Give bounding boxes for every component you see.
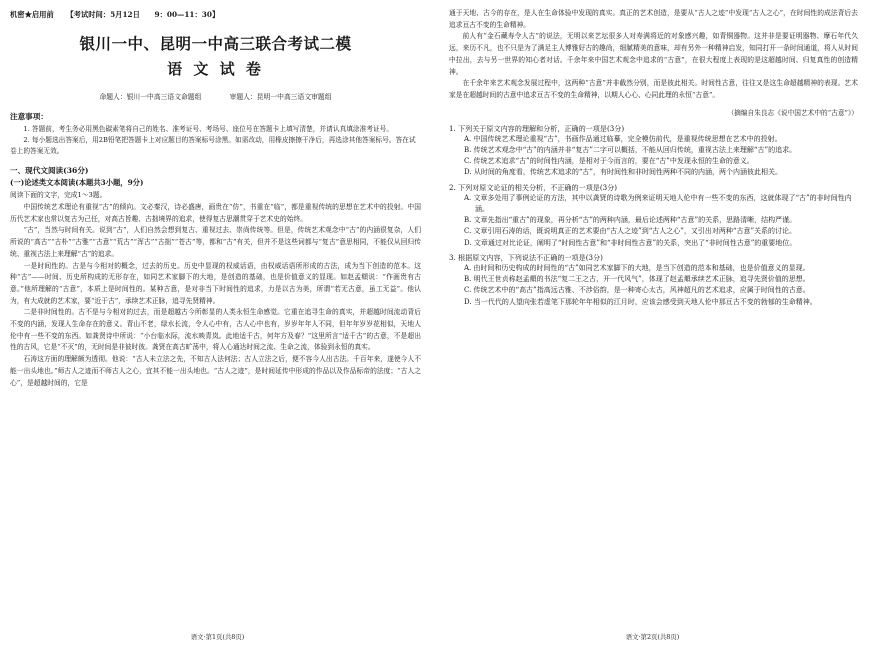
passage-paragraph: “古”，当然与时间有关。说到“古”，人们自然会想到复古、重视过去、崇尚传统等。但是，传统艺术观念中“古”的内涵很复杂，人们所说的“高古”“古朴”“古雅”“古意”“荒古”“浑古”“古拙”“苍古”等，都和“古”有关，但并不是这些词都与“复古”意思相同，不能仅从回归传统、重视古法上来理解“古”的追求。 bbox=[10, 226, 421, 258]
passage-paragraph: 通于天地、古今的存在，是人在生命体验中发现的真实。真正的艺术创造，是要从“古人之迹”中发现“古人之心”，在时间性的成法背后去追求亘古不变的生命精神。 bbox=[449, 9, 858, 29]
passage-paragraph: 在千余年来艺术观念发展过程中，这两种“古意”并非截然分别，而是彼此相关。时间性古意，往往又是这生命超越精神的表现。艺术家是在超越时间的古意中追求亘古不变的生命精神，以期人心心、心同此理的永恒“古意”。 bbox=[449, 79, 858, 99]
question-option: A. 由时间和历史构成的时间性的“古”如同艺术家脚下的大地，是当下创造的范本和基础，也是价值意义的显现。 bbox=[464, 264, 810, 273]
question-stem: 2. 下列对原文论证的相关分析，不正确的一项是(3分) bbox=[449, 182, 618, 192]
page-footer: 语文·第2页(共8页) bbox=[625, 633, 680, 641]
question-option: B. 文章先指出“重古”的现象，再分析“古”的两种内涵，最后论述两种“古意”的关系，思路清晰，结构严谨。 bbox=[464, 216, 797, 225]
question-option: D. 从时间的角度看，传统艺术追求的“古”，有时间性和非时间性两种不同的内涵，两个内涵彼此相关。 bbox=[464, 168, 782, 177]
passage-source: （摘编自朱良志《说中国艺术中的“古意”》） bbox=[727, 108, 858, 117]
subsection-heading: (一)论述类文本阅读(本题共3小题，9分) bbox=[10, 178, 144, 188]
question-option: D. 当一代代的人望向张若虚笔下那轮年年相似的江月时，应该会感受到天地人伦中那亘古不变的勃郁的生命精神。 bbox=[464, 297, 817, 306]
question-option: A. 中国传统艺术理论重视“古”，书画作品通过临摹，完全模仿前代，是重视传统思想在艺术中的投射。 bbox=[464, 134, 782, 143]
authors-line: 命题人：银川一中高三语文命题组 审题人：昆明一中高三语文审题组 bbox=[99, 93, 332, 101]
question-option: C. 传统艺术追求“古”的时间性内涵，是相对于今而言的，要在“古”中发现永恒的生命的意义。 bbox=[464, 157, 754, 166]
question-stem: 3. 根据原文内容，下列说法不正确的一项是(3分) bbox=[449, 252, 603, 262]
question-stem: 1. 下列关于原文内容的理解和分析，正确的一项是(3分) bbox=[449, 123, 625, 133]
question-option: B. 明代王世贞称赵孟頫的书法“复二王之古，开一代风气”，体现了赵孟頫承续艺术正脉，追寻先贤价值的思想。 bbox=[464, 275, 810, 284]
passage-paragraph: 中国传统艺术理论有重视“古”的倾向。文必秦汉，诗必盛唐，画贵在“仿”，书重在“临”，都是重视传统的思想在艺术中的投射。中国历代艺术家也常以复古为己任，对高古旨趣、古拙境界的追求，使得复古思潮贯穿于艺术史的始终。 bbox=[10, 202, 421, 223]
question-3 bbox=[449, 252, 858, 308]
page-footer: 语文·第1页(共8页) bbox=[190, 633, 245, 641]
exam-title: 银川一中、昆明一中高三联合考试二模 bbox=[79, 34, 352, 53]
question-1 bbox=[449, 123, 858, 179]
question-option: C. 文章引用石涛的话，既说明真正的艺术要由“古人之迹”到“古人之心”，又引出对两种“古意”关系的讨论。 bbox=[464, 227, 797, 236]
confidential-label: 机密★启用前 bbox=[10, 10, 54, 19]
reading-instruction: 阅读下面的文字，完成1～3题。 bbox=[10, 191, 107, 200]
question-option: C. 传统艺术中的“高古”指高远古雅、不涉俗韵，是一种寄心太古，风神超凡的艺术追求，应属于时间性的古意。 bbox=[464, 286, 810, 295]
note-item: 1. 答题前，考生务必用黑色碳素笔将自己的姓名、准考证号、考场号、座位号在答题卡上填写清楚，并请认真填涂准考证号。 bbox=[23, 125, 394, 133]
passage-paragraph: 二是非时间性的。古不是与今相对的过去，而是超越古今所彰显的人类永恒生命感觉。它重在追寻生命的真实，并超越时间流动背后不变的内涵，发现人生命存在的意义。青山不老，绿水长流，令人心中有，古人心中也有，岁岁年年人不同，但年年岁岁花相似，天地人伦中有一些不变的东西。如龚贤诗中所说：“小台临水际，流水映青岚。此地适千古，何年方及春？”这里所言“适千古”的古意，不是超出性的古风，它是“不灭”的，无时间是非彼时彼。龚贤在高古旷荡中，将人心通达时间之流、生命之流，体验到永恒的真实。 bbox=[10, 308, 421, 352]
exam-page-2 bbox=[435, 0, 870, 651]
question-option: D. 文章通过对比论证，阐明了“时间性古意”和“非时间性古意”的关系，突出了“非时间性古意”的重要地位。 bbox=[464, 238, 797, 247]
exam-subtitle: 语 文 试 卷 bbox=[167, 60, 264, 78]
question-2 bbox=[449, 182, 858, 249]
exam-time: 【考试时间：5月12日 9：00—11：30】 bbox=[66, 10, 220, 19]
section-heading: 一、现代文阅读(36分) bbox=[10, 166, 89, 176]
notes-heading: 注意事项： bbox=[10, 112, 48, 121]
question-option: A. 文章多处用了事例论证的方法，其中以龚贤的诗歌为例来证明天地人伦中有一些不变的东西，这就体现了“古”的非时间性内涵。 bbox=[464, 193, 852, 214]
exam-header bbox=[10, 10, 421, 20]
passage-paragraph: 前人有“金石藏寿令人古”的说法，无明以来艺坛很多人对寿满将近的对象感兴趣，如青铜器物。这并非是要证明器物、摩石年代久远，来历不凡，也不只是为了满足主人博雅好古的趣尚，细腻精美的意味，却有另外一种精神启发，知同打开一条时间通道，将人从时间中拉出，去与另一世界的知心者对话。千余年来中国艺术观念中追求的“古意”，在很大程度上表现的是这超越时间、归复真性的创造精神。 bbox=[449, 32, 858, 76]
question-option: B. 传统艺术观念中“古”的内涵并非“复古”二字可以概括，不能从回归传统，重视古法上来理解“古”的追求。 bbox=[464, 146, 797, 155]
note-item: 2. 每小题选出答案后，用2B铅笔把答题卡上对应题目的答案标号涂黑。如需改动，用橡皮擦擦干净后，再选涂其他答案标号。答在试卷上的答案无效。 bbox=[10, 136, 416, 156]
passage-paragraph: 一是时间性的。古是与今相对的概念，过去的历史。历史中显现的权威话语，由权威话语所形成的古法，成为当下创造的范本。这种“古”——时间、历史所构成的无形存在，如同艺术家脚下的大地，是创造的基础，也是价值意义的显现。如赵孟頫说：“作画贵有古意。”他所理解的“古意”，本质上是时间性的。某种古意，是对非当下时间性的追求，力是以古为美，所谓“若无古意，虽工无益”。他认为，有大成就的艺术家，要“近于古”，承续艺术正脉，追寻先贤精神。 bbox=[10, 261, 421, 305]
passage-paragraph: 石涛这方面的理解颇为透彻。他说：“古人未立法之先，不知古人法何法；古人立法之后，便不容今人出古法。千百年来，遂使今人不能一出头地也。”师古人之迹而不师古人之心，宜其不能一出头地也。“古人之迹”，是时间延传中形成的作品以及作品标帝的法度；“古人之心”，是超越时间的，它是 bbox=[10, 355, 421, 387]
